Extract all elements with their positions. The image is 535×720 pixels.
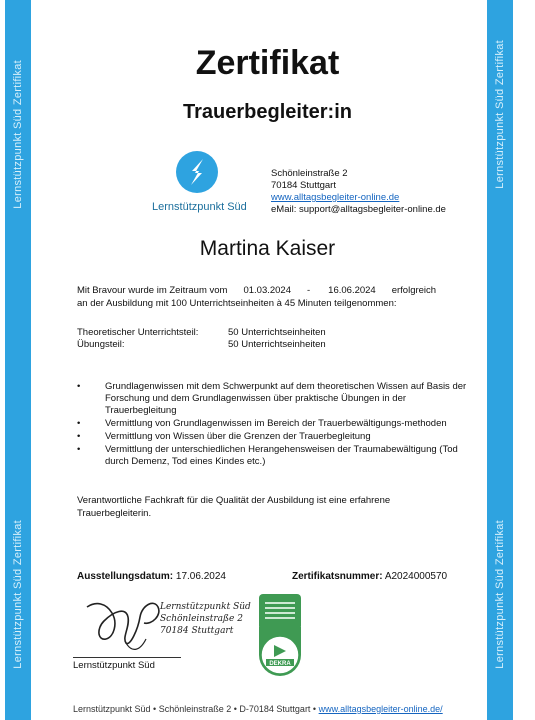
address-city: 70184 Stuttgart [271,180,336,191]
logo-icon [175,150,219,194]
band-text: Lernstützpunkt Süd Zertifikat [12,60,24,209]
logo-name: Lernstützpunkt Süd [152,201,247,213]
recipient-name: Martina Kaiser [199,237,336,260]
list-item: • Grundlagenwissen mit dem Schwerpunkt auf dem theoretischen Wissen auf Basis der Forschung und dem Grundlagenwissen über praktische Übungen in der Trauerbegleitung [77,381,472,417]
organization-address [271,168,446,216]
issue-date-label: Ausstellungsdatum: [77,571,174,582]
units-value: 50 Unterrichtseinheiten [228,339,326,350]
signature-line [73,657,181,658]
certificate-number [292,571,447,582]
organization-logo [152,150,247,213]
date-dash: - [307,285,311,296]
intro-prefix: Mit Bravour wurde im Zeitraum vom [77,285,228,296]
band-text: Lernstützpunkt Süd Zertifikat [12,520,24,669]
email-address[interactable]: eMail: support@alltagsbegleiter-online.de [271,204,446,215]
footer-text: Lernstützpunkt Süd • Schönleinstraße 2 • D-70184 Stuttgart • [73,704,317,714]
responsibility-statement: Verantwortliche Fachkraft für die Qualität der Ausbildung ist eine erfahrene Trauerbegleiterin. [77,495,391,519]
dekra-seal [258,593,302,678]
stamp-line: Schönleinstraße 2 [160,614,243,624]
units-table [77,327,326,351]
certificate-number-value: A2024000570 [384,571,448,582]
list-item: • Vermittlung der unterschiedlichen Herangehensweisen der Traumabewältigung (Tod durch Demenz, Tod eines Kindes etc.) [77,444,472,468]
certificate-number-label: Zertifikatsnummer: [292,571,383,582]
issue-date [77,571,226,582]
stamp-line: 70184 Stuttgart [160,626,234,636]
units-row [77,327,326,339]
date-to: 16.06.2024 [328,285,376,296]
svg-text:DEKRA: DEKRA [269,661,291,667]
band-text: Lernstützpunkt Süd Zertifikat [494,520,506,669]
company-stamp [160,601,251,637]
certificate-subtitle: Trauerbegleiter:in [183,101,352,123]
units-label: Übungsteil: [77,339,125,350]
footer [73,704,443,714]
intro-suffix: erfolgreich [391,285,437,296]
footer-website-link[interactable]: www.alltagsbegleiter-online.de/ [318,704,443,714]
intro-paragraph [77,284,457,310]
stamp-line: Lernstützpunkt Süd [160,602,251,612]
units-row [77,339,326,351]
website-link[interactable]: www.alltagsbegleiter-online.de [271,192,400,203]
list-item: • Vermittlung von Wissen über die Grenzen der Trauerbegleitung [77,431,472,443]
certificate-title: Zertifikat [195,44,340,82]
units-label: Theoretischer Unterrichtsteil: [77,327,199,338]
address-street: Schönleinstraße 2 [271,168,348,179]
content-list [77,381,472,469]
band-text: Lernstützpunkt Süd Zertifikat [494,40,506,189]
intro-line2: an der Ausbildung mit 100 Unterrichtseinheiten à 45 Minuten teilgenommen: [77,298,397,309]
list-item: • Vermittlung von Grundlagenwissen im Bereich der Trauerbewältigungs-methoden [77,418,472,430]
issue-date-value: 17.06.2024 [175,571,226,582]
date-from: 01.03.2024 [243,285,291,296]
units-value: 50 Unterrichtseinheiten [228,327,326,338]
signature-label: Lernstützpunkt Süd [73,660,155,671]
